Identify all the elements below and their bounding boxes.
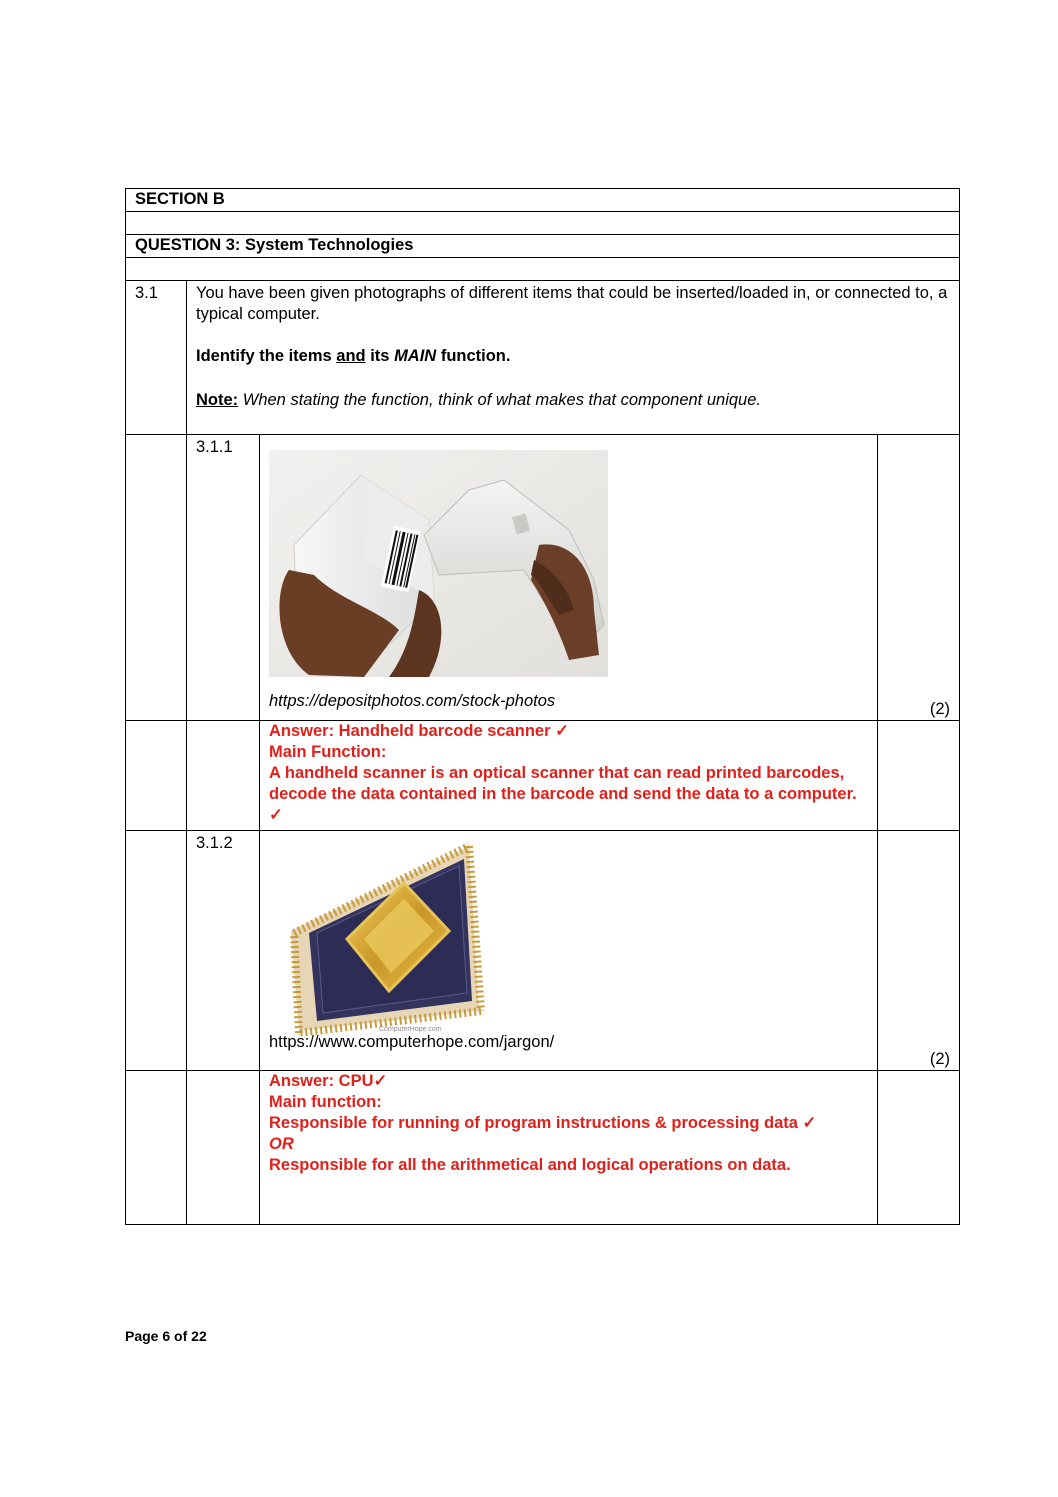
marks: (2) (878, 435, 960, 721)
question-3-1-1-row (126, 435, 960, 721)
answer-3-1-1-row (126, 721, 960, 831)
question-number: 3.1.1 (187, 435, 260, 721)
section-title: SECTION B (126, 189, 960, 212)
answer-3-1-2-row (126, 1071, 960, 1225)
cpu-photo (269, 821, 489, 1036)
spacer-row (126, 212, 960, 235)
question-number: 3.1 (126, 281, 187, 435)
answer-text: Answer: Handheld barcode scanner ✓ (269, 722, 569, 740)
section-row (126, 189, 960, 212)
or-label: OR (269, 1135, 294, 1153)
answer-text: Answer: CPU✓ (269, 1072, 388, 1090)
image-watermark: ComputerHope.com (379, 1026, 442, 1033)
question-intro: You have been given photographs of different items that could be inserted/loaded in, or connected to, a typical computer. (196, 284, 948, 323)
question-note: Note: When stating the function, think of what makes that component unique. (196, 391, 761, 409)
question-3-1-row (126, 281, 960, 435)
function-text: A handheld scanner is an optical scanner that can read printed barcodes, decode the data contained in the barcode and send the data to a computer. ✓ (269, 764, 857, 824)
marks: (2) (878, 831, 960, 1071)
question-row (126, 235, 960, 258)
function-label: Main function: (269, 1093, 382, 1111)
question-number: 3.1.2 (187, 831, 260, 1071)
function-text-alt: Responsible for all the arithmetical and logical operations on data. (269, 1156, 791, 1174)
function-text: Responsible for running of program instructions & processing data ✓ (269, 1114, 817, 1132)
question-title: QUESTION 3: System Technologies (126, 235, 960, 258)
memo-table (125, 188, 960, 1225)
image-source: https://www.computerhope.com/jargon/ (269, 1033, 555, 1051)
question-instruction: Identify the items and its MAIN function. (196, 347, 511, 365)
question-3-1-2-row (126, 831, 960, 1071)
page-footer: Page 6 of 22 (125, 1328, 207, 1344)
image-source: https://depositphotos.com/stock-photos (269, 692, 556, 710)
function-label: Main Function: (269, 743, 387, 761)
spacer-row (126, 258, 960, 281)
barcode-scanner-photo (269, 450, 608, 677)
